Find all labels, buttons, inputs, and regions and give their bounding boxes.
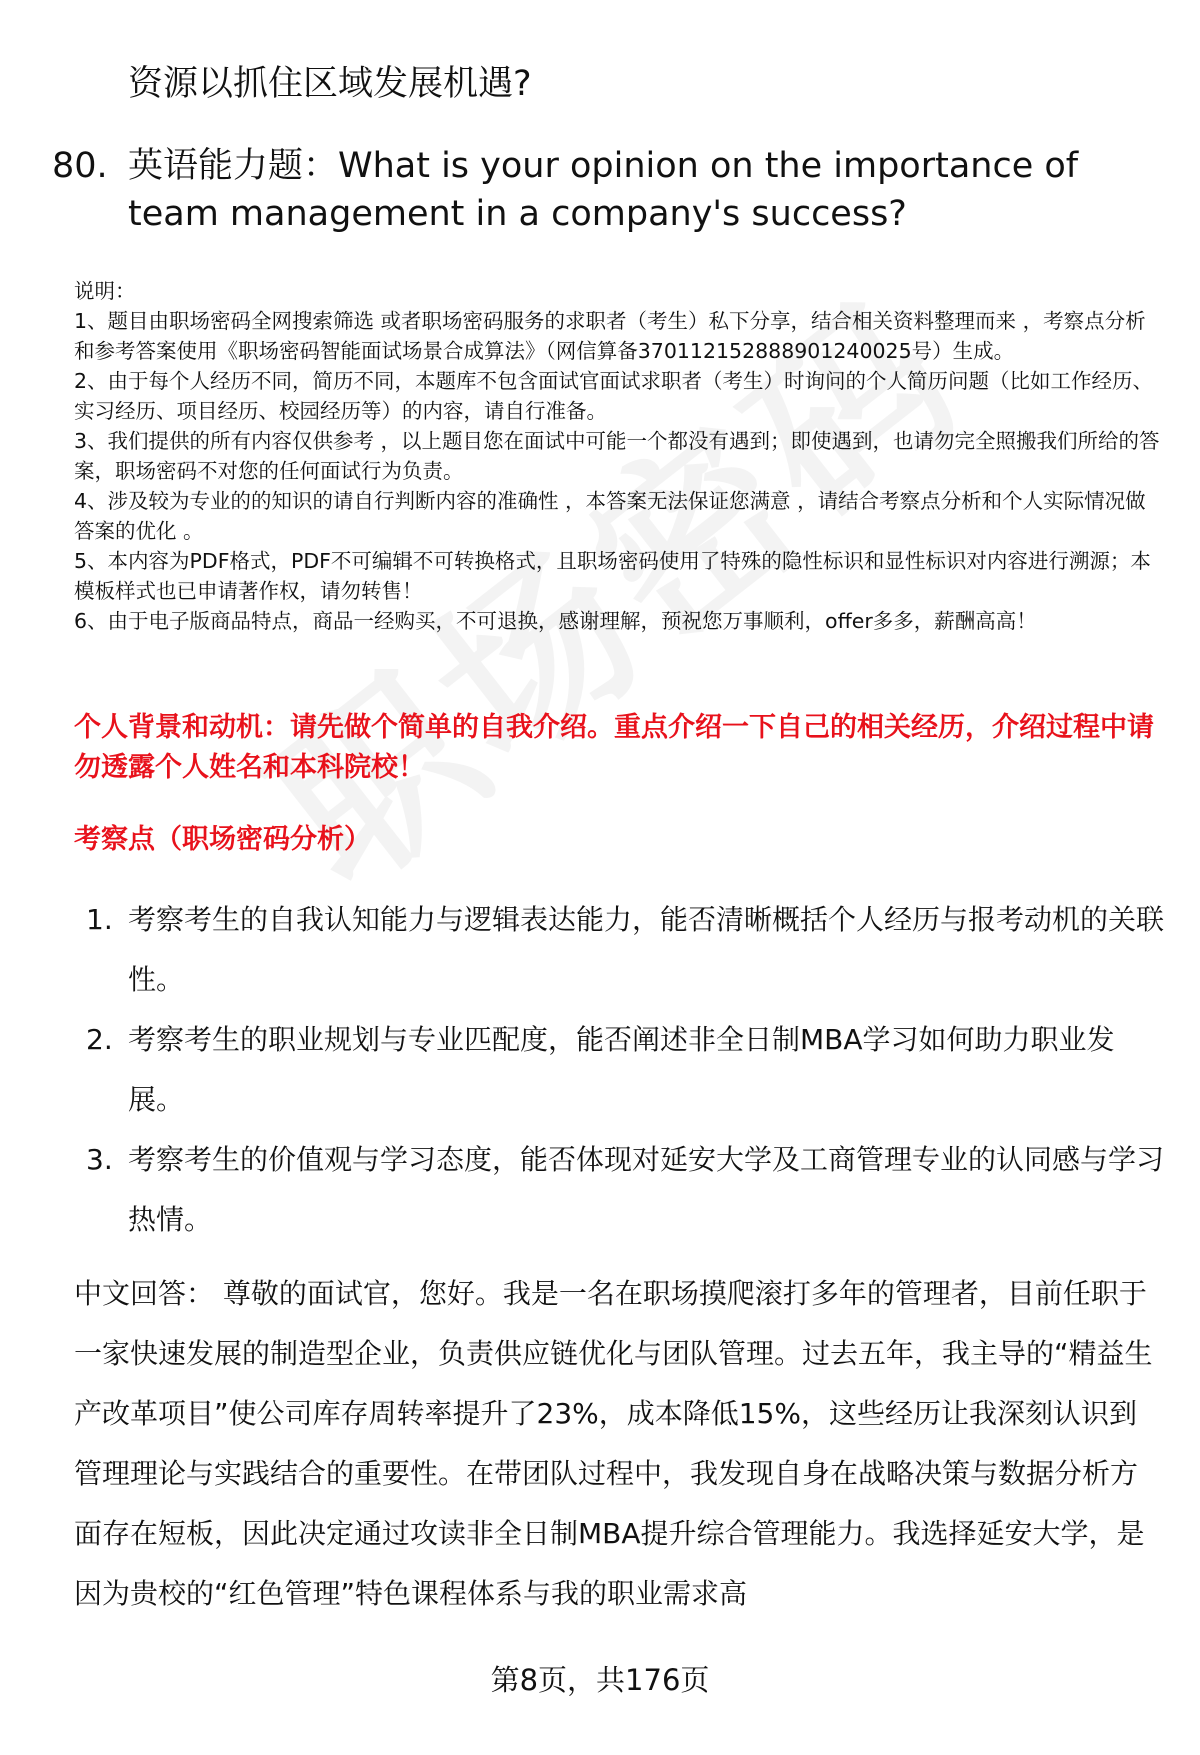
point-text: 考察考生的自我认知能力与逻辑表达能力，能否清晰概括个人经历与报考动机的关联性。 (128, 903, 1165, 996)
point-item (74, 890, 1164, 1010)
point-number: 1. (86, 903, 113, 936)
point-number: 3. (86, 1143, 113, 1176)
question-continuation: 资源以抓住区域发展机遇? (128, 64, 532, 104)
question-text: 英语能力题：What is your opinion on the importance of team management in a company's success? (128, 146, 1079, 234)
point-text: 考察考生的价值观与学习态度，能否体现对延安大学及工商管理专业的认同感与学习热情。 (128, 1143, 1165, 1236)
point-item (74, 1130, 1164, 1250)
note-item: 4、涉及较为专业的的知识的请自行判断内容的准确性 ，本答案无法保证您满意 ，请结合考察点分析和个人实际情况做答案的优化 。 (74, 489, 1146, 543)
point-text: 考察考生的职业规划与专业匹配度，能否阐述非全日制MBA学习如何助力职业发展。 (128, 1023, 1115, 1116)
answer-paragraph: 中文回答： 尊敬的面试官，您好。我是一名在职场摸爬滚打多年的管理者，目前任职于一家快速发展的制造型企业，负责供应链优化与团队管理。过去五年，我主导的“精益生产改革项目”使公司库存周转率提升了23%，成本降低15%，这些经历让我深刻认识到管理理论与实践结合的重要性。在带团队过程中，我发现自身在战略决策与数据分析方面存在短板，因此决定通过攻读非全日制MBA提升综合管理能力。我选择延安大学，是因为贵校的“红色管理”特色课程体系与我的职业需求高 (74, 1277, 1153, 1610)
note-item: 1、题目由职场密码全网搜索筛选 或者职场密码服务的求职者（考生）私下分享，结合相关资料整理而来 ，考察点分析和参考答案使用《职场密码智能面试场景合成算法》（网信算备370112152888901240025号）生成。 (74, 309, 1146, 363)
note-item: 6、由于电子版商品特点，商品一经购买，不可退换，感谢理解，预祝您万事顺利，offer多多，薪酬高高！ (74, 609, 1037, 633)
note-item: 3、我们提供的所有内容仅供参考 ，以上题目您在面试中可能一个都没有遇到；即使遇到，也请勿完全照搬我们所给的答案，职场密码不对您的任何面试行为负责。 (74, 429, 1160, 483)
question-number: 80. (52, 146, 108, 186)
question-80 (52, 142, 1152, 238)
point-number: 2. (86, 1023, 113, 1056)
note-item: 2、由于每个人经历不同，简历不同，本题库不包含面试官面试求职者（考生）时询问的个人简历问题（比如工作经历、实习经历、项目经历、校园经历等）的内容，请自行准备。 (74, 369, 1154, 423)
notes-title: 说明： (74, 279, 136, 303)
page-footer: 第8页，共176页 (490, 1663, 710, 1697)
points-list (74, 890, 1164, 1250)
notes-section (74, 276, 1164, 636)
points-title: 考察点（职场密码分析） (74, 824, 371, 855)
section-heading: 个人背景和动机：请先做个简单的自我介绍。重点介绍一下自己的相关经历，介绍过程中请勿透露个人姓名和本科院校！ (74, 712, 1154, 783)
point-item (74, 1010, 1164, 1130)
note-item: 5、本内容为PDF格式，PDF不可编辑不可转换格式，且职场密码使用了特殊的隐性标识和显性标识对内容进行溯源；本模板样式也已申请著作权，请勿转售！ (74, 549, 1151, 603)
